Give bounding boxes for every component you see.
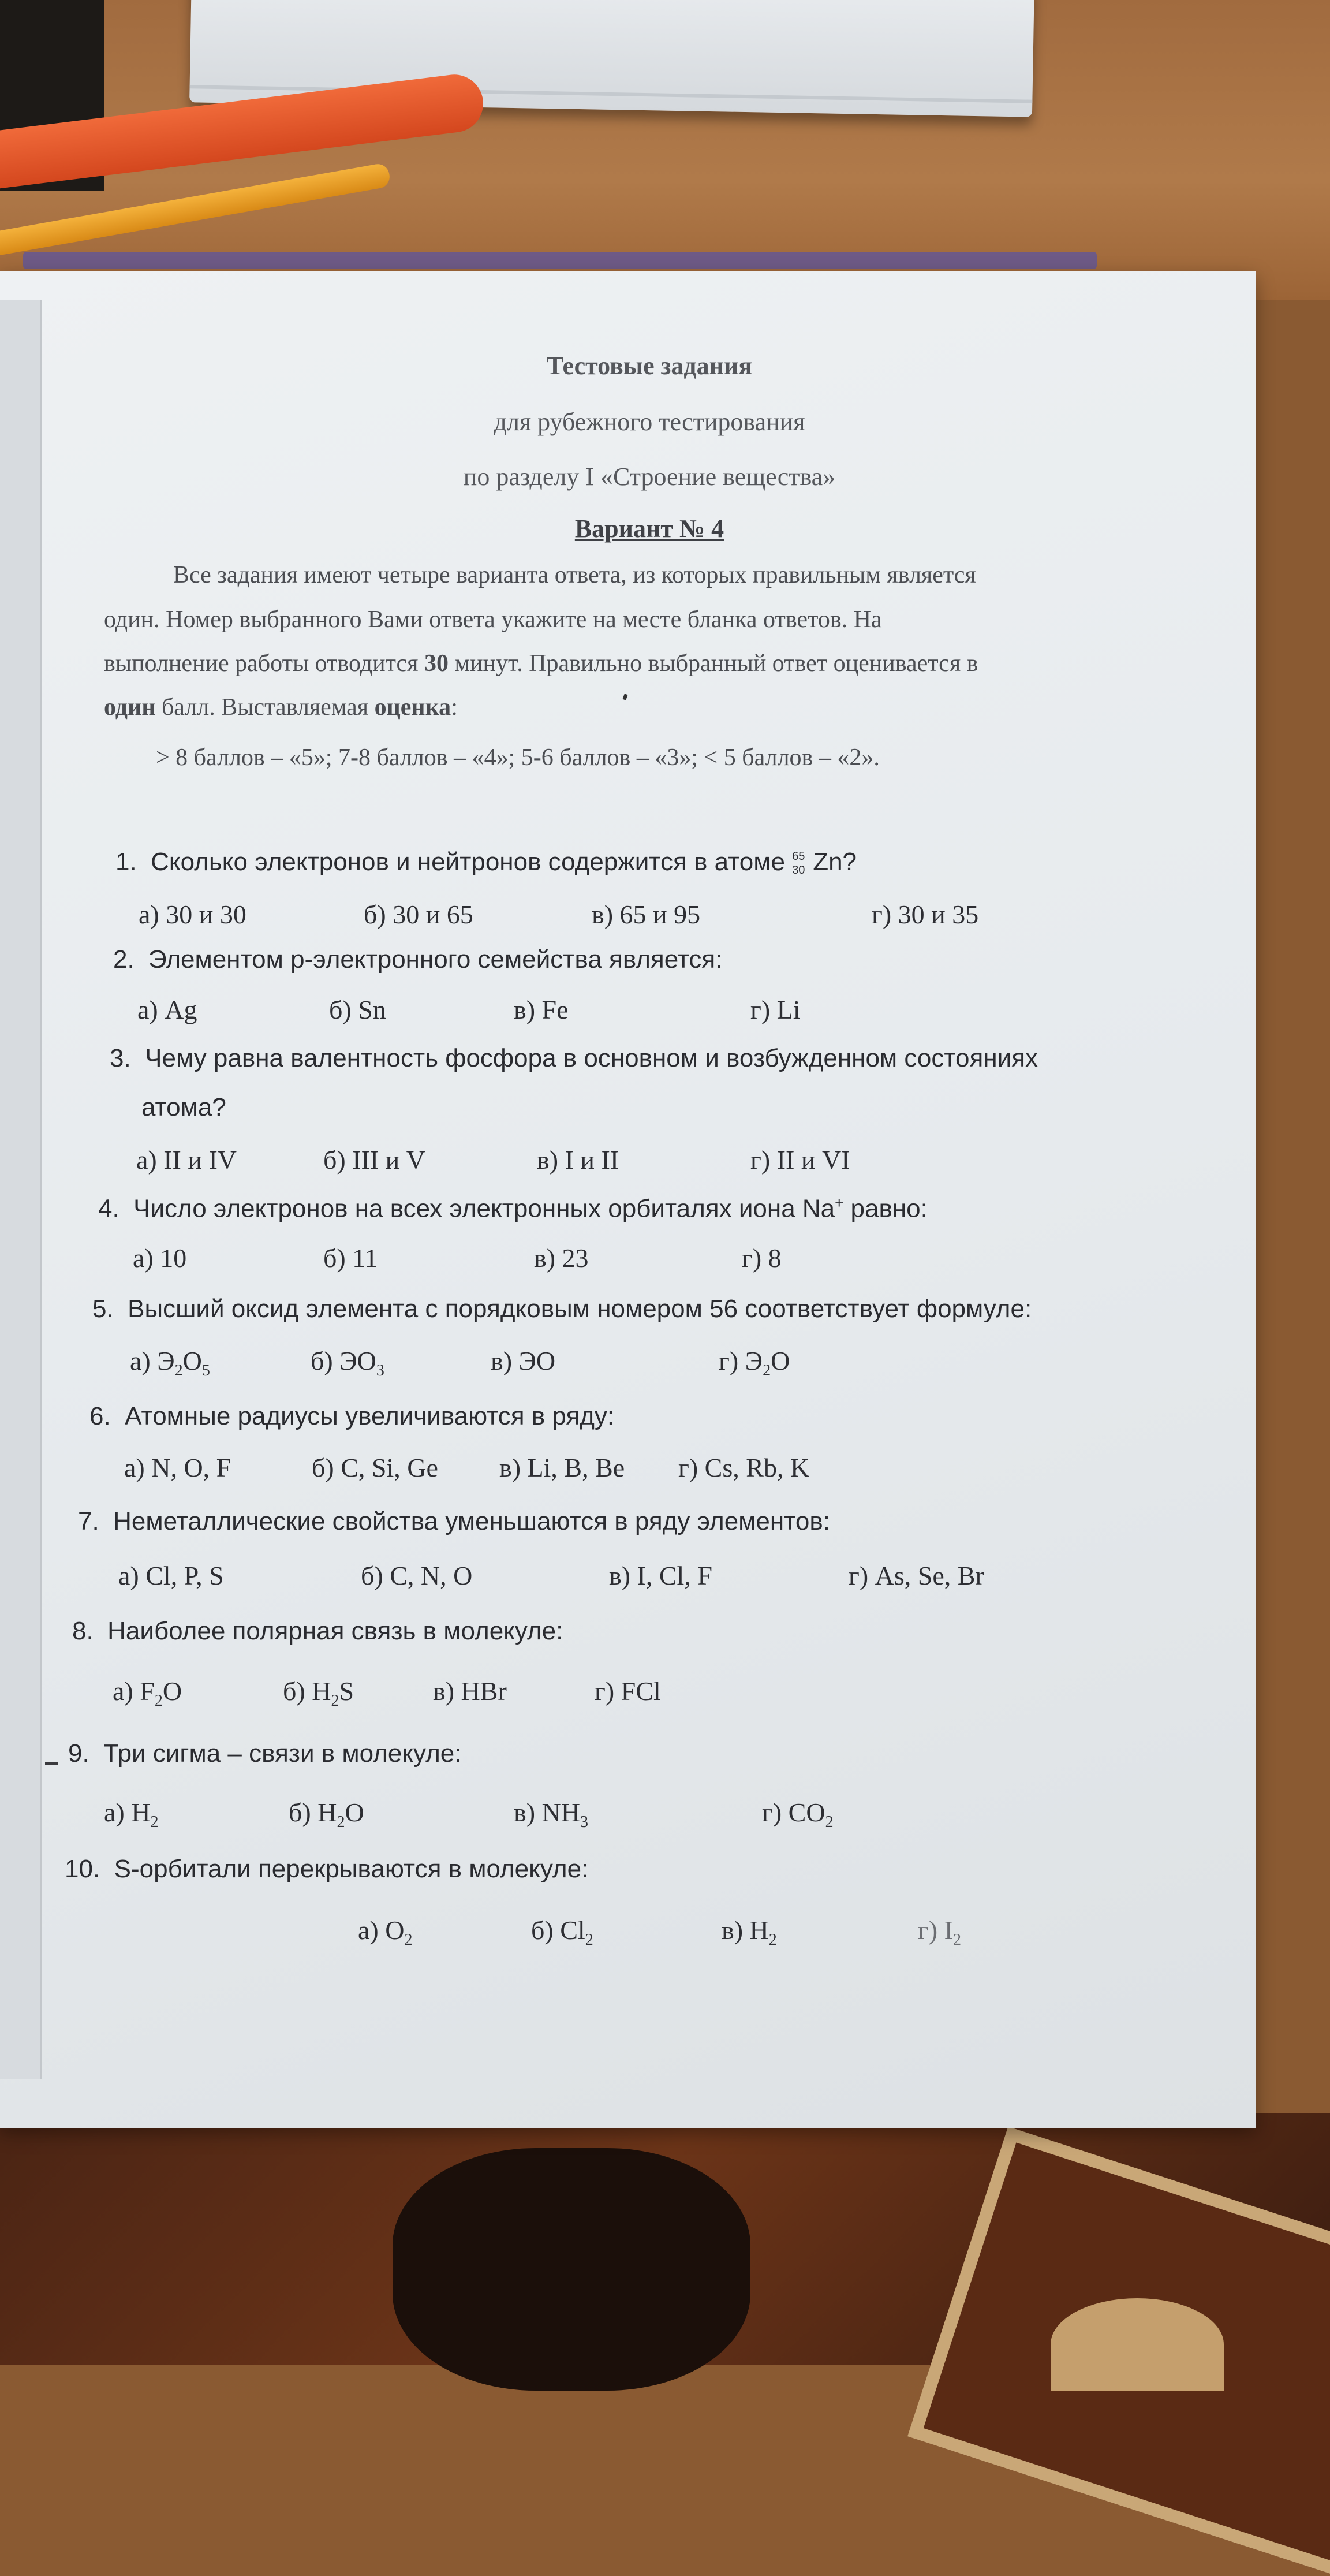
option-5b: б) $ЭO_3$ — [311, 1346, 384, 1380]
option-8a: а) $F_2O$ — [113, 1676, 182, 1710]
grading-scale: > 8 баллов – «5»; 7-8 баллов – «4»; 5-6 баллов – «3»; < 5 баллов – «2». — [156, 744, 880, 771]
option-3b: б) III и V — [323, 1145, 426, 1175]
option-6c: в) Li, B, Be — [499, 1453, 625, 1482]
option-1a: а) 30 и 30 — [139, 900, 246, 929]
margin-dash — [45, 1762, 58, 1765]
isotope-notation: 65 30 — [792, 850, 805, 877]
option-7b: б) C, N, O — [361, 1561, 473, 1590]
question-3-cont: атома? — [141, 1093, 226, 1121]
option-2c: в) Fe — [514, 995, 569, 1024]
option-10a: а) $O_2$ — [358, 1915, 413, 1949]
option-2b: б) Sn — [329, 995, 386, 1024]
question-9: 9. Три сигма – связи в молекуле: — [68, 1739, 462, 1768]
option-8c: в) HBr — [433, 1676, 507, 1706]
question-1: 1. Сколько электронов и нейтронов содержится в атоме 65 30 Zn? — [115, 848, 857, 877]
option-5d: г) $Э_2O$ — [719, 1346, 790, 1380]
doc-section: по разделу I «Строение вещества» — [463, 463, 836, 491]
option-10d: г) $I_2$ — [918, 1915, 962, 1949]
intro-line-2: один. Номер выбранного Вами ответа укажите на месте бланка ответов. На — [104, 606, 882, 633]
option-6b: б) C, Si, Ge — [312, 1453, 438, 1482]
option-2a: а) Ag — [137, 995, 197, 1024]
option-10b: б) $Cl_2$ — [531, 1915, 593, 1949]
question-6: 6. Атомные радиусы увеличиваются в ряду: — [89, 1402, 615, 1430]
option-4d: г) 8 — [742, 1243, 782, 1273]
doc-title: Тестовые задания — [546, 352, 753, 380]
option-3a: а) II и IV — [136, 1145, 237, 1175]
option-5a: а) $Э_2O_5$ — [130, 1346, 210, 1380]
option-2d: г) Li — [750, 995, 801, 1024]
option-1c: в) 65 и 95 — [592, 900, 701, 929]
doc-variant: Вариант № 4 — [574, 515, 724, 543]
option-9a: а) $H_2$ — [104, 1798, 159, 1832]
question-7: 7. Неметаллические свойства уменьшаются в ряду элементов: — [78, 1507, 830, 1535]
option-4c: в) 23 — [534, 1243, 589, 1273]
question-2: 2. Элементом p-электронного семейства является: — [113, 945, 723, 974]
option-1b: б) 30 и 65 — [364, 900, 473, 929]
doc-subtitle: для рубежного тестирования — [494, 408, 805, 436]
option-4b: б) 11 — [323, 1243, 378, 1273]
option-8b: б) $H_2S$ — [283, 1676, 354, 1710]
option-3d: г) II и VI — [750, 1145, 850, 1175]
question-5: 5. Высший оксид элемента с порядковым номером 56 соответствует формуле: — [92, 1295, 1032, 1323]
intro-line-4: один балл. Выставляемая оценка: — [104, 694, 458, 721]
option-6a: а) N, O, F — [124, 1453, 231, 1482]
option-3c: в) I и II — [537, 1145, 619, 1175]
option-8d: г) FCl — [595, 1676, 661, 1706]
question-4: 4. Число электронов на всех электронных орбиталях иона Na+ равно: — [98, 1194, 928, 1223]
option-9b: б) $H_2O$ — [289, 1798, 364, 1832]
option-5c: в) ЭO — [491, 1346, 556, 1375]
option-1d: г) 30 и 35 — [872, 900, 979, 929]
option-9d: г) $CO_2$ — [762, 1798, 834, 1832]
question-8: 8. Наиболее полярная связь в молекуле: — [72, 1617, 563, 1645]
option-6d: г) Cs, Rb, K — [678, 1453, 810, 1482]
option-10c: в) $H_2$ — [722, 1915, 777, 1949]
option-7c: в) I, Cl, F — [609, 1561, 712, 1590]
option-4a: а) 10 — [133, 1243, 187, 1273]
intro-line-1: Все задания имеют четыре варианта ответа, из которых правильным является — [173, 562, 976, 588]
option-7d: г) As, Se, Br — [849, 1561, 984, 1590]
question-10: 10. S-орбитали перекрываются в молекуле: — [65, 1855, 589, 1883]
question-3: 3. Чему равна валентность фосфора в основном и возбужденном состояниях — [110, 1044, 1038, 1072]
option-7a: а) Cl, P, S — [118, 1561, 224, 1590]
option-9c: в) $NH_3$ — [514, 1798, 588, 1832]
intro-line-3: выполнение работы отводится 30 минут. Правильно выбранный ответ оценивается в — [104, 650, 978, 677]
